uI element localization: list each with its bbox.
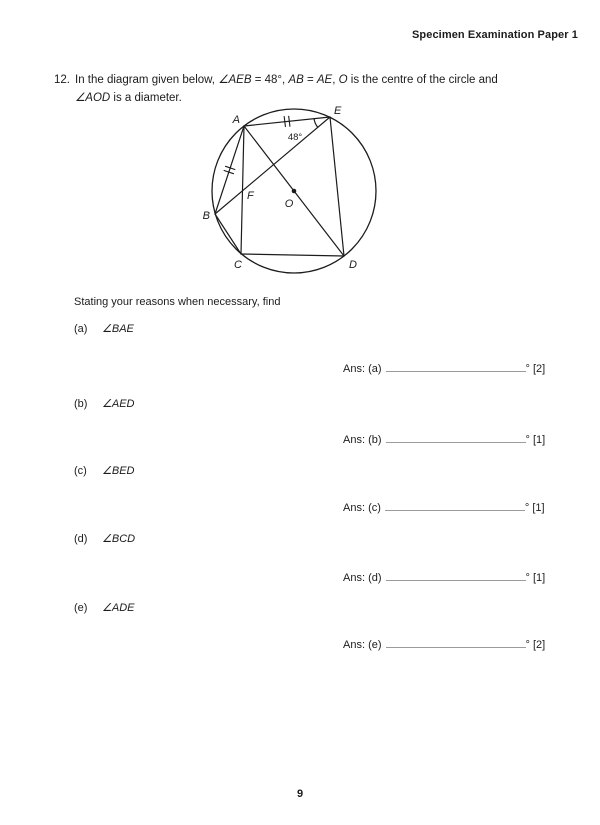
page-header-title: Specimen Examination Paper 1	[411, 29, 578, 41]
part-b	[74, 397, 134, 410]
part-c	[74, 464, 134, 477]
question-12	[54, 71, 559, 107]
answer-row-d	[343, 568, 545, 584]
answer-e-marks: ° [2]	[525, 639, 546, 651]
part-e	[74, 601, 134, 614]
circle-geometry-diagram	[190, 103, 400, 288]
chord-cd	[241, 254, 344, 256]
answer-b-blank	[386, 430, 526, 443]
page-number: 9	[296, 788, 304, 800]
answer-b-marks: ° [1]	[525, 434, 546, 446]
answer-row-b	[343, 430, 545, 446]
part-d-label: (d)	[74, 533, 88, 545]
answer-e-label: Ans: (e)	[343, 639, 382, 651]
point-label-b: B	[202, 210, 210, 222]
question-text	[75, 71, 498, 107]
centre-dot	[292, 189, 297, 194]
point-label-a: A	[232, 114, 240, 126]
part-b-label: (b)	[74, 398, 88, 410]
answer-d-marks: ° [1]	[525, 572, 546, 584]
answer-a-marks: ° [2]	[525, 363, 546, 375]
point-label-c: C	[234, 259, 242, 271]
answer-b-label: Ans: (b)	[343, 434, 382, 446]
point-label-d: D	[349, 259, 357, 271]
part-e-label: (e)	[74, 602, 88, 614]
answer-e-blank	[386, 635, 526, 648]
instruction-text: Stating your reasons when necessary, find	[74, 296, 281, 308]
answer-c-marks: ° [1]	[524, 502, 545, 514]
part-e-angle: ∠ADE	[102, 602, 135, 614]
point-label-e: E	[334, 105, 342, 117]
question-number: 12.	[54, 74, 70, 86]
point-label-f: F	[247, 190, 254, 202]
answer-c-label: Ans: (c)	[343, 502, 381, 514]
chord-ab	[215, 126, 244, 214]
answer-d-blank	[386, 568, 526, 581]
answer-a-blank	[386, 359, 526, 372]
answer-row-e	[343, 635, 545, 651]
part-a-angle: ∠BAE	[102, 323, 134, 335]
chord-bc	[215, 214, 241, 254]
angle-value-label: 48°	[287, 132, 303, 143]
answer-a-label: Ans: (a)	[343, 363, 382, 375]
question-line-2: ∠AOD is a diameter.	[75, 92, 182, 104]
part-d-angle: ∠BCD	[102, 533, 136, 545]
question-line-1: In the diagram given below, ∠AEB = 48°, AB = AE, O is the centre of the circle and	[75, 74, 498, 86]
part-c-angle: ∠BED	[102, 465, 135, 477]
part-b-angle: ∠AED	[102, 398, 135, 410]
angle-arc-e	[314, 119, 318, 128]
chord-be	[215, 117, 330, 214]
part-a-label: (a)	[74, 323, 88, 335]
part-a	[74, 322, 134, 335]
answer-row-a	[343, 359, 545, 375]
part-d	[74, 532, 135, 545]
point-label-o: O	[284, 198, 294, 210]
answer-row-c	[343, 498, 545, 514]
part-c-label: (c)	[74, 465, 87, 477]
answer-c-blank	[385, 498, 525, 511]
chord-de	[330, 117, 344, 256]
answer-d-label: Ans: (d)	[343, 572, 382, 584]
